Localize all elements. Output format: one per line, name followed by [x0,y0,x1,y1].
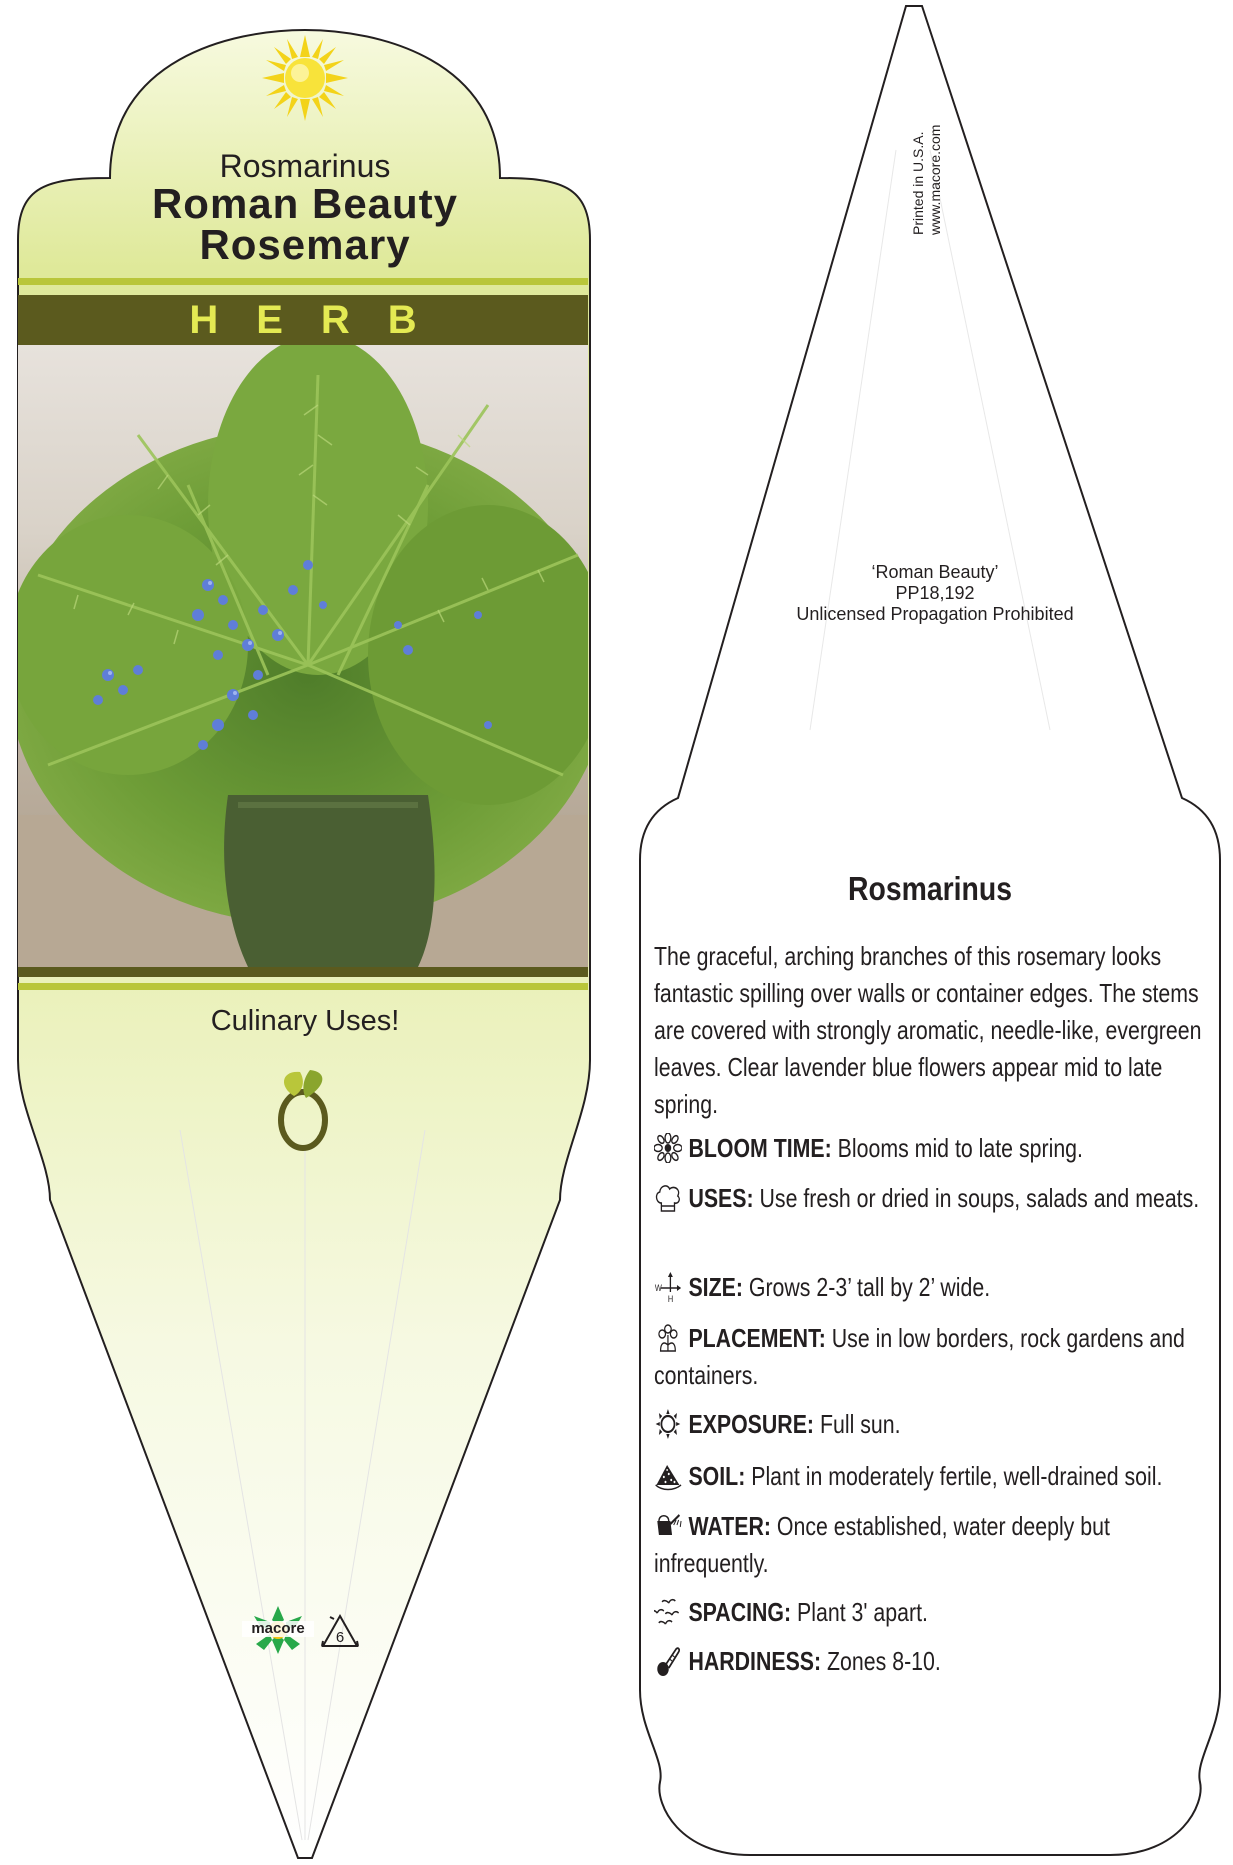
attr-soil [654,1458,1212,1495]
attr-size [654,1269,1212,1306]
attr-placement [654,1320,1212,1394]
attr-uses [654,1180,1212,1217]
description: The graceful, arching branches of this rosemary looks fantastic spilling over walls or container edges. The stems are covered with strongly aromatic, needle-like, evergreen leaves. Clear lavender blue flowers appear mid to late spring. [654,941,1202,1119]
attr-label: SPACING: [688,1597,792,1627]
photo-accent-line [18,983,588,990]
macore-logo-text: macore [242,1621,314,1637]
thermometer-icon [654,1646,682,1676]
size-icon [654,1272,682,1302]
attr-value: Plant in moderately fertile, well-drained soil. [745,1461,1163,1491]
attr-value: Zones 8-10. [821,1646,941,1676]
soil-icon [654,1461,682,1491]
front-genus: Rosmarinus [219,148,391,184]
common-name-line1: Roman Beauty [151,180,459,227]
attr-exposure [654,1406,1212,1443]
attr-label: USES: [688,1183,754,1213]
recycle-number: 6 [335,1629,345,1646]
attr-label: SOIL: [688,1461,746,1491]
photo-dark-line [18,967,588,977]
attr-label: SIZE: [688,1272,743,1302]
size-icon-w: W [654,1283,662,1294]
chef-hat-icon [654,1183,682,1213]
attr-label: EXPOSURE: [688,1409,815,1439]
attr-value: Blooms mid to late spring. [831,1133,1083,1163]
common-name-line2: Rosemary [199,221,411,268]
macore-logo [242,1605,314,1655]
size-icon-h: H [667,1294,674,1302]
front-common-name [90,180,520,268]
back-title: Rosmarinus [847,870,1013,907]
sun-icon [262,35,348,121]
printed-info [910,125,944,235]
attr-label: WATER: [688,1511,771,1541]
attr-value: Use in low borders, rock gardens and containers. [654,1323,1185,1390]
attr-hardiness [654,1643,1212,1680]
attr-spacing [654,1594,1212,1631]
placement-icon [654,1323,682,1353]
attr-value: Use fresh or dried in soups, salads and meats. [753,1183,1200,1213]
attr-label: BLOOM TIME: [688,1133,832,1163]
herb-accent-line [18,278,588,285]
patent-info [740,562,1130,625]
attr-value: Once established, water deeply but infrequently. [654,1511,1110,1578]
flower-icon [654,1133,682,1163]
herb-seed-icon [272,1068,334,1152]
attr-label: HARDINESS: [688,1646,822,1676]
attr-bloom-time [654,1130,1212,1167]
spacing-icon [654,1597,682,1627]
attr-label: PLACEMENT: [688,1323,826,1353]
patent-line1: ‘Roman Beauty’ [871,562,999,582]
tagline: Culinary Uses! [210,1005,400,1037]
plant-photo [18,345,588,967]
patent-line2: PP18,192 [895,583,975,603]
attr-value: Grows 2-3’ tall by 2’ wide. [742,1272,991,1302]
attr-value: Full sun. [814,1409,901,1439]
watering-can-icon [654,1511,682,1541]
patent-line3: Unlicensed Propagation Prohibited [796,604,1074,624]
category-label: HERB [189,298,455,342]
attr-value: Plant 3' apart. [791,1597,928,1627]
printed-line2: www.macore.com [927,124,943,235]
exposure-sun-icon [654,1409,682,1439]
attr-water [654,1508,1212,1582]
recycle-icon [320,1613,360,1651]
printed-line1: Printed in U.S.A. [910,131,926,235]
